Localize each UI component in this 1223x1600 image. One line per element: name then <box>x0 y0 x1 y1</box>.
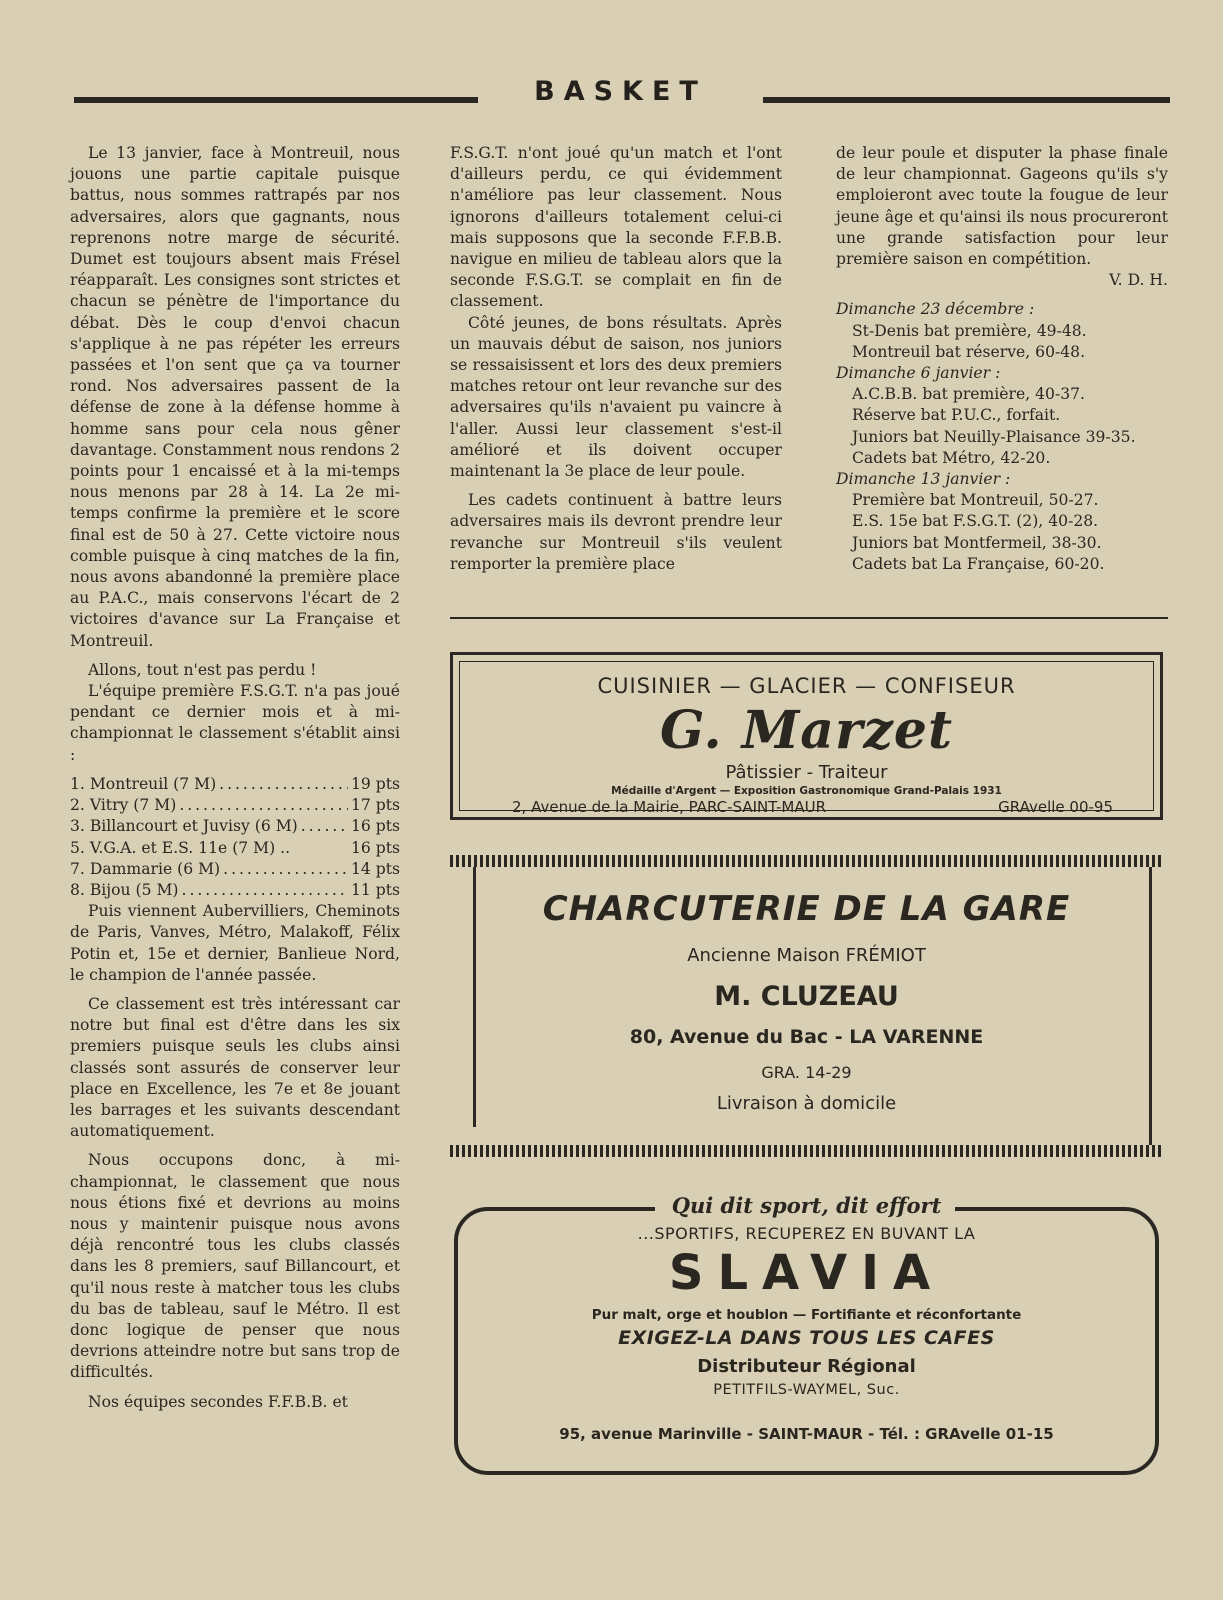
article-column-3 <box>836 143 1168 575</box>
paragraph: Puis viennent Aubervilliers, Cheminots de Paris, Vanves, Métro, Malakoff, Félix Potin et, 15e et dernier, Banlieue Nord, le champion de l'année passée. <box>70 902 400 984</box>
standings-row <box>70 880 400 901</box>
result-date: Dimanche 13 janvier : <box>836 470 1011 489</box>
leader-dots <box>179 795 348 816</box>
result-item: Cadets bat Métro, 42-20. <box>852 448 1051 467</box>
ad-address: 2, Avenue de la Mairie, PARC-SAINT-MAUR <box>512 798 827 816</box>
ad-logo-name: G. Marzet <box>659 700 954 761</box>
result-item: A.C.B.B. bat première, 40-37. <box>852 385 1086 404</box>
ad-inner-border <box>459 661 1154 816</box>
leader-dots <box>301 816 348 837</box>
header-rule-left <box>74 97 478 103</box>
result-item: St-Denis bat première, 49-48. <box>852 321 1087 340</box>
header-rule-right <box>763 97 1170 103</box>
standings-points: 11 pts <box>350 880 400 899</box>
result-item: Juniors bat Neuilly-Plaisance 39-35. <box>852 427 1136 446</box>
ad-address-phone: 95, avenue Marinville - SAINT-MAUR - Tél. : GRAvelle 01-15 <box>559 1425 1054 1443</box>
section-title: BASKET <box>534 76 707 107</box>
ad-call-to-action: EXIGEZ-LA DANS TOUS LES CAFES <box>618 1327 995 1349</box>
ad-address: 80, Avenue du Bac - LA VARENNE <box>629 1026 984 1048</box>
ad-subtitle: Pâtissier - Traiteur <box>725 762 888 783</box>
ad-award: Médaille d'Argent — Exposition Gastronomique Grand-Palais 1931 <box>611 785 1002 797</box>
result-item: Cadets bat La Française, 60-20. <box>852 554 1105 573</box>
result-item: Juniors bat Montfermeil, 38-30. <box>852 533 1102 552</box>
hatched-border-top <box>450 855 1163 867</box>
paragraph: Allons, tout n'est pas perdu ! <box>88 660 317 679</box>
leader-dots <box>219 774 348 795</box>
article-column-2 <box>450 143 782 575</box>
ad-phone: GRA. 14-29 <box>761 1063 852 1082</box>
paragraph: L'équipe première F.S.G.T. n'a pas joué pendant ce dernier mois et à mi-championnat le classement s'établit ainsi : <box>70 682 400 764</box>
ad-brand: SLAVIA <box>668 1245 945 1301</box>
standings-points: 19 pts <box>350 774 400 793</box>
ad-phone: GRAvelle 00-95 <box>998 798 1113 816</box>
standings-row <box>70 859 400 880</box>
paragraph: Côté jeunes, de bons résultats. Après un mauvais début de saison, nos juniors se ressaisissent et lors des deux premiers matches retour ont leur revanche sur des adversaires qu'ils n'avaient pu vaincre à l'aller. Aussi leur classement s'est-il amélioré et ils doivent occuper maintenant la 3e place de leur poule. <box>450 313 782 481</box>
standings-table <box>70 774 400 901</box>
result-item: E.S. 15e bat F.S.G.T. (2), 40-28. <box>852 512 1099 531</box>
standings-team: 2. Vitry (7 M) <box>70 796 177 815</box>
ad-former-house: Ancienne Maison FRÉMIOT <box>687 945 926 966</box>
paragraph: de leur poule et disputer la phase finale de leur championnat. Gageons qu'ils s'y emploieront avec toute la fougue de leur jeune âge et qu'ainsi ils nous procureront une grande satisfaction pour leur première saison en compétition. <box>836 144 1168 269</box>
ad-owner: M. CLUZEAU <box>714 981 899 1012</box>
hatched-border-bottom <box>450 1145 1163 1157</box>
advertisement-marzet <box>450 652 1163 820</box>
leader-dots <box>182 880 348 901</box>
ad-tagline: ...SPORTIFS, RECUPEREZ EN BUVANT LA <box>637 1224 976 1243</box>
article-column-1 <box>70 143 400 1413</box>
ad-trades: CUISINIER — GLACIER — CONFISEUR <box>597 674 1016 698</box>
standings-points: 16 pts <box>350 838 400 857</box>
standings-team: 5. V.G.A. et E.S. 11e (7 M) .. <box>70 838 291 857</box>
ad-distributor-name: PETITFILS-WAYMEL, Suc. <box>713 1382 900 1398</box>
standings-row <box>70 816 400 837</box>
ad-shop-name: CHARCUTERIE DE LA GARE <box>542 889 1071 929</box>
standings-row <box>70 795 400 816</box>
advertisement-charcuterie <box>450 855 1163 1157</box>
paragraph: F.S.G.T. n'ont joué qu'un match et l'ont d'ailleurs perdu, ce qui évidemment n'améliore pas leur classement. Nous ignorons d'ailleurs totalement celui-ci mais supposons que la seconde F.F.B.B. navigue en milieu de tableau alors que la seconde F.S.G.T. se complait en fin de classement. <box>450 144 782 311</box>
standings-points: 16 pts <box>350 817 400 836</box>
column-separator-rule <box>450 617 1168 619</box>
standings-row <box>70 774 400 795</box>
leader-dots <box>223 859 348 880</box>
standings-points: 14 pts <box>350 859 400 878</box>
paragraph: Nos équipes secondes F.F.B.B. et <box>88 1392 348 1411</box>
paragraph: Le 13 janvier, face à Montreuil, nous jouons une partie capitale puisque battus, nous sommes rattrapés par nos adversaires, alors que gagnants, nous reprenons notre marge de sécurité. Dumet est toujours absent mais Frésel réapparaît. Les consignes sont strictes et chacun se pénètre de l'importance du débat. Dès le coup d'envoi chacun s'applique à ne pas répéter les erreurs passées et l'on sent que ça va tourner rond. Nos adversaires passent de la défense de zone à la défense homme à homme sans pour cela nous gêner davantage. Constamment nous rendons 2 points pour 1 encaissé et à la mi-temps nous menons par 28 à 14. La 2e mi-temps confirme la première et le score final est de 50 à 27. Cette victoire nous comble puisque à cinq matches de la fin, nous avons abandonné la première place au P.A.C., mais conservons l'écart de 2 victoires d'avance sur La Française et Montreuil. <box>70 144 400 650</box>
ad-distributor-label: Distributeur Régional <box>697 1356 916 1377</box>
standings-team: 3. Billancourt et Juvisy (6 M) <box>70 817 298 836</box>
standings-team: 7. Dammarie (6 M) <box>70 859 221 878</box>
results-list <box>836 299 1168 575</box>
standings-points: 17 pts <box>350 796 400 815</box>
ad-delivery: Livraison à domicile <box>716 1093 897 1114</box>
result-date: Dimanche 6 janvier : <box>836 364 1001 383</box>
author-signature: V. D. H. <box>1109 271 1168 290</box>
paragraph: Ce classement est très intéressant car notre but final est d'être dans les six premiers puisque seuls les clubs ainsi classés sont assurés de conserver leur place en Excellence, les 7e et 8e jouant les barrages et les suivants descendant automatiquement. <box>70 994 400 1141</box>
paragraph: Nous occupons donc, à mi-championnat, le classement que nous nous étions fixé et devrions au moins nous y maintenir puisque nous avons déjà rencontré tous les clubs classés dans les 8 premiers, sauf Billancourt, et qu'il nous reste à matcher tous les clubs du bas de tableau, sauf le Métro. Il est donc logique de penser que nous devrions atteindre notre but sans trop de difficultés. <box>70 1151 400 1382</box>
paragraph: Les cadets continuent à battre leurs adversaires mais ils devront prendre leur revanche sur Montreuil s'ils veulent remporter la première place <box>450 491 782 573</box>
result-item: Première bat Montreuil, 50-27. <box>852 491 1099 510</box>
result-date: Dimanche 23 décembre : <box>836 300 1035 319</box>
ad-description: Pur malt, orge et houblon — Fortifiante et réconfortante <box>591 1307 1022 1323</box>
result-item: Montreuil bat réserve, 60-48. <box>852 342 1086 361</box>
standings-team: 1. Montreuil (7 M) <box>70 774 217 793</box>
result-item: Réserve bat P.U.C., forfait. <box>852 406 1061 425</box>
standings-team: 8. Bijou (5 M) <box>70 880 179 899</box>
ad-slogan: Qui dit sport, dit effort <box>671 1193 942 1218</box>
advertisement-slavia <box>450 1193 1163 1483</box>
standings-row <box>70 838 400 859</box>
